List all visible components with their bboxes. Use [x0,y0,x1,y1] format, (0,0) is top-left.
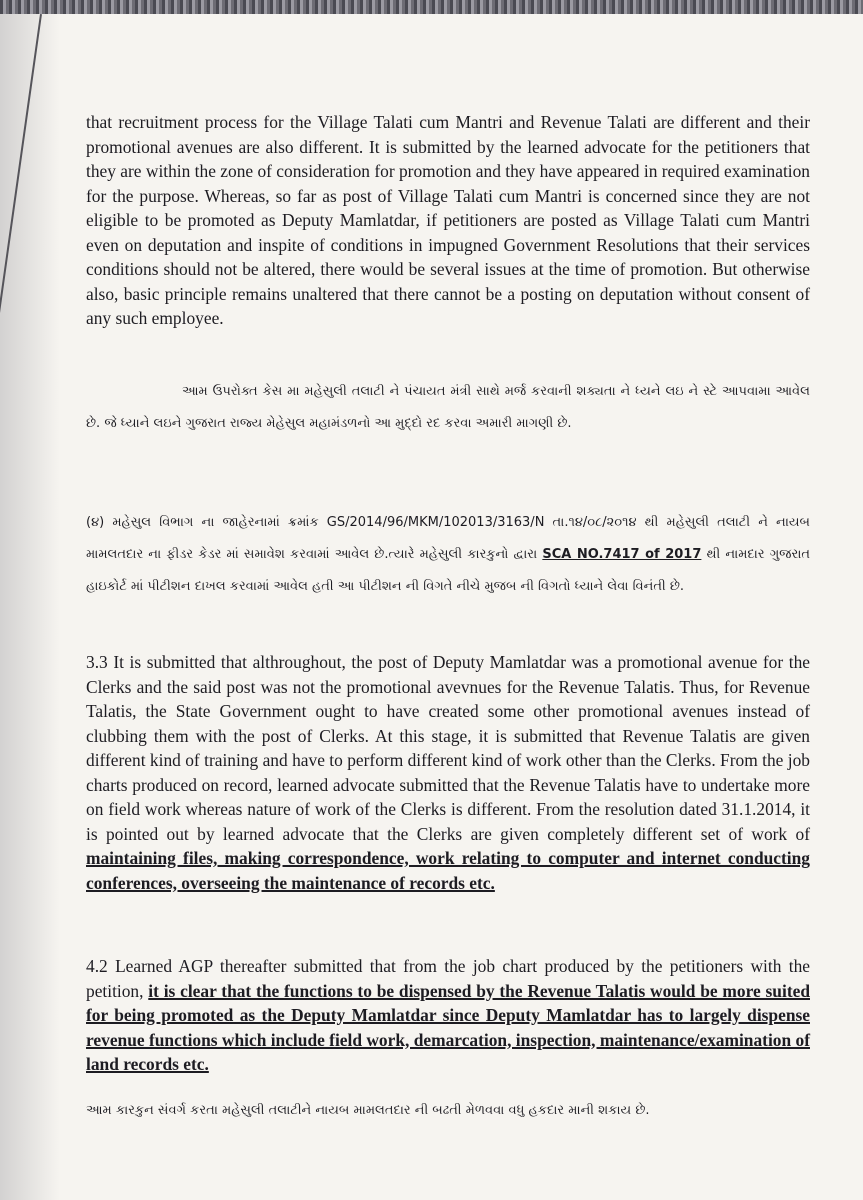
paragraph-3-3 [86,650,810,895]
paragraph-3-3-text: 3.3 It is submitted that althroughout, the post of Deputy Mamlatdar was a promotional avenue for the Clerks and the said post was not the promotional avevnues for the Revenue Talatis. Thus, for Revenue Talatis, the State Government ought to have created some other promotional avenues instead of clubbing them with the post of Clerks. At this stage, it is submitted that Revenue Talatis are given different kind of training and have to perform different kind of work other than the Clerks. From the job charts produced on record, learned advocate submitted that the Revenue Talatis have to undertake more on field work whereas nature of work of the Clerks is different. From the resolution dated 31.1.2014, it is pointed out by learned advocate that the Clerks are given completely different set of work of [86,652,810,844]
paragraph-4-2 [86,954,810,1077]
paragraph-gujarati-notification [86,507,810,603]
paragraph-4-2-text: 4.2 Learned AGP thereafter submitted that from the job chart produced by the petitioners with the petition, [86,956,810,1001]
paragraph-recruitment-process: that recruitment process for the Village Talati cum Mantri and Revenue Talati are different and their promotional avenues are also different. It is submitted by the learned advocate for the petitioners that they are within the zone of consideration for promotion and they have appeared in required examination for the purpose. Whereas, so far as post of Village Talati cum Mantri is concerned since they are not eligible to be promoted as Deputy Mamlatdar, if petitioners are posted as Village Talati cum Mantri even on deputation and inspite of conditions in impugned Government Resolutions that their services conditions should not be altered, there would be several issues at the time of promotion. But otherwise also, basic principle remains unaltered that there cannot be a posting on deputation without consent of any such employee. [86,112,810,328]
paragraph-gujarati-conclusion: આમ કારકુન સંવર્ગ કરતા મહેસુલી તલાટીને નાયબ મામલતદાર ની બઢતી મેળવવા વધુ હકદાર માની શકાય છે. [86,1103,650,1118]
paragraph-3-3-underlined: maintaining files, making correspondence, work relating to computer and internet conducting conferences, overseeing the maintenance of records etc. [86,848,810,893]
scan-edge [0,0,863,14]
page-fold-shadow [0,14,60,1200]
notification-text: (૪) મહેસુલ વિભાગ ના જાહેરનામાં ક્રમાંક GS/2014/96/MKM/102013/3163/N તા.૧૪/૦૮/૨૦૧૪ થી મહેસુલી તલાટી ને નાયબ મામલતદાર ના ફીડર કેડર માં સમાવેશ કરવામાં આવેલ છે.ત્યારે મહેસુલી કારકુનો દ્વારા [86,515,810,562]
paragraph-4-2-underlined: it is clear that the functions to be dispensed by the Revenue Talatis would be more suited for being promoted as the Deputy Mamlatdar since Deputy Mamlatdar has to largely dispense revenue functions which include field work, demarcation, inspection, maintenance/examination of land records etc. [86,980,810,1074]
paragraph-gujarati-stay: આમ ઉપરોક્ત કેસ મા મહેસુલી તલાટી ને પંચાયત મંત્રી સાથે મર્જ કરવાની શક્યતા ને ધ્યને લઇ ને સ્ટે આપવામા આવેલ છે. જે ધ્યાને લઇને ગુજરાત રાજ્ય મેહેસુલ મહામંડળનો આ મુદ્દો રદ કરવા અમારી માગણી છે. [86,384,810,431]
notification-text-continued: થી નામદાર ગુજરાત હાઇકોર્ટ માં પીટીશન દાખલ કરવામાં આવેલ હતી આ પીટીશન ની વિગતે નીચે મુજબ ની વિગતો ધ્યાને લેવા વિનંતી છે. [86,547,811,594]
case-number: SCA NO.7417 of 2017 [542,547,702,562]
